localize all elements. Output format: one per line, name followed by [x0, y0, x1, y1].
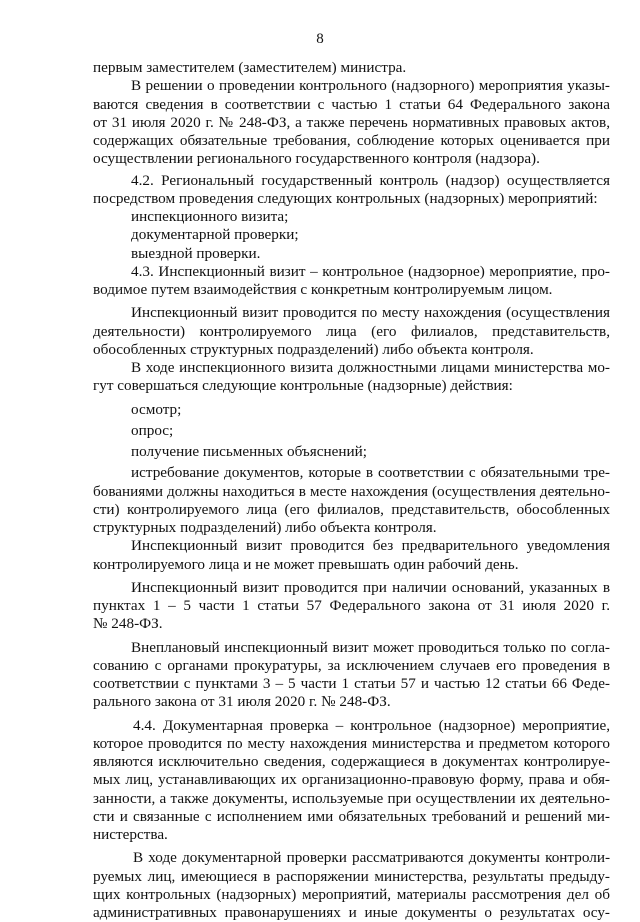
- text-line: которое проводится по месту нахождения министерства и предметом которого: [93, 734, 610, 752]
- text-line: деятельности) контролируемого лица (его филиалов, представительств,: [93, 322, 610, 340]
- text-line: руемых лиц, имеющиеся в распоряжении министерства, результаты предыду-: [93, 867, 610, 885]
- text-line: бованиями должны находиться в месте нахождения (осуществления деятельно-: [93, 482, 610, 500]
- text-line: нистерства.: [93, 826, 168, 843]
- text-line: выездной проверки.: [131, 244, 261, 262]
- text-line: занности, а также документы, используемые при осуществлении их деятельно-: [93, 789, 610, 807]
- text-line: сти) контролируемого лица (его филиалов, представительств, обособленных: [93, 500, 610, 518]
- text-line: 4.2. Региональный государственный контроль (надзор) осуществляется: [131, 171, 610, 189]
- text-line: осуществлении регионального государственного контроля (надзора).: [93, 150, 540, 168]
- text-line: первым заместителем (заместителем) министра.: [93, 59, 407, 76]
- text-line: В ходе документарной проверки рассматриваются документы контроли-: [133, 849, 610, 867]
- text-line: № 248-ФЗ.: [93, 615, 163, 633]
- text-line: содержащих обязательные требования, соблюдение которых оценивается при: [93, 132, 610, 149]
- text-line: 4.4. Документарная проверка – контрольное (надзорное) мероприятие,: [133, 716, 610, 734]
- text-line: мых лиц, устанавливающих их организационно-правовую форму, права и обя-: [93, 771, 610, 789]
- text-line: Инспекционный визит проводится по месту нахождения (осуществления: [131, 304, 610, 322]
- body-text: [93, 59, 610, 922]
- text-line: щих контрольных (надзорных) мероприятий, материалы рассмотрения дел об: [93, 885, 610, 903]
- text-line: от 31 июля 2020 г. № 248-ФЗ, а также перечень нормативных правовых актов,: [93, 113, 610, 131]
- text-line: обособленных структурных подразделений) либо объекта контроля.: [93, 340, 534, 358]
- text-line: инспекционного визита;: [131, 208, 289, 225]
- text-line: документарной проверки;: [131, 226, 299, 244]
- text-line: получение письменных объяснений;: [131, 443, 367, 460]
- text-line: В ходе инспекционного визита должностными лицами министерства мо-: [131, 359, 610, 376]
- text-line: опрос;: [131, 421, 174, 439]
- text-line: контролируемого лица и не может превышать один рабочий день.: [93, 555, 519, 573]
- text-line: сованию с органами прокуратуры, за исключением случаев его проведения в: [93, 656, 610, 674]
- text-line: Инспекционный визит проводится без предварительного уведомления: [131, 537, 610, 555]
- text-line: осмотр;: [131, 400, 182, 418]
- text-line: структурных подразделений) либо объекта контроля.: [93, 519, 437, 536]
- text-line: водимое путем взаимодействия с конкретным контролируемым лицом.: [93, 281, 553, 298]
- text-line: В решении о проведении контрольного (надзорного) мероприятия указы-: [131, 77, 610, 95]
- text-line: пунктах 1 – 5 части 1 статьи 57 Федерального закона от 31 июля 2020 г.: [93, 597, 610, 614]
- text-line: административных правонарушениях и иные документы о результатах осу-: [93, 904, 610, 921]
- text-line: истребование документов, которые в соответствии с обязательными тре-: [131, 464, 610, 482]
- page-number: 8: [316, 31, 324, 47]
- text-line: 4.3. Инспекционный визит – контрольное (надзорное) мероприятие, про-: [131, 262, 610, 280]
- text-line: Инспекционный визит проводится при наличии оснований, указанных в: [131, 578, 610, 596]
- text-line: ваются сведения в соответствии с частью 1 статьи 64 Федерального закона: [93, 95, 610, 113]
- text-line: посредством проведения следующих контрольных (надзорных) мероприятий:: [93, 189, 598, 207]
- text-line: гут совершаться следующие контрольные (надзорные) действия:: [93, 377, 513, 395]
- text-line: рального закона от 31 июля 2020 г. № 248-ФЗ.: [93, 693, 391, 711]
- text-line: сти и связанные с исполнением ими обязательных требований и решений ми-: [93, 807, 610, 825]
- text-line: соответствии с пунктами 3 – 5 части 1 статьи 57 и частью 12 статьи 66 Феде-: [93, 675, 610, 692]
- text-line: являются исключительно сведения, содержащиеся в документах контролируе-: [93, 753, 610, 770]
- text-line: Внеплановый инспекционный визит может проводиться только по согла-: [131, 638, 610, 656]
